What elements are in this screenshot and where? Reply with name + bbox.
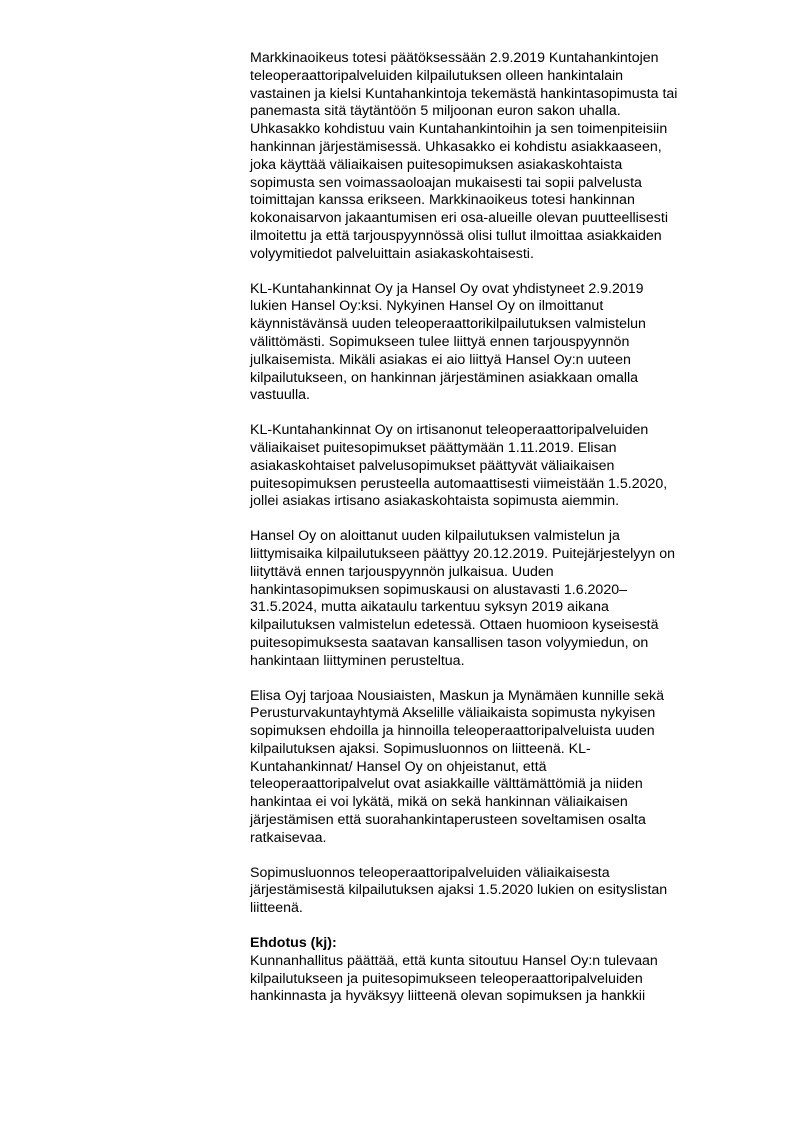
paragraph-market-court-decision xyxy=(250,50,750,264)
text-line: kilpailutukseen, on hankinnan järjestäminen asiakkaan omalla xyxy=(250,369,639,386)
text-line: kilpailutuksen ajaksi. Sopimusluonnos on liitteenä. KL- xyxy=(250,740,591,757)
text-line: lukien Hansel Oy:ksi. Nykyinen Hansel Oy on ilmoittanut xyxy=(250,298,604,315)
text-line: Sopimusluonnos teleoperaattoripalveluiden väliaikaisesta xyxy=(250,864,610,881)
text-line: vastuulla. xyxy=(250,387,310,404)
text-line: toimittajan kanssa erikseen. Markkinaoikeus totesi hankinnan xyxy=(250,192,635,209)
text-line: liityttävä ennen tarjouspyynnön julkaisua. Uuden xyxy=(250,563,554,580)
text-line: Uhkasakko kohdistuu vain Kuntahankintoihin ja sen toimenpiteisiin xyxy=(250,121,668,138)
text-line: puitesopimuksen perusteella automaattisesti viimeistään 1.5.2020, xyxy=(250,475,668,492)
text-line: hankintasopimuksen sopimuskausi on alustavasti 1.6.2020– xyxy=(250,581,627,598)
text-line: Markkinaoikeus totesi päätöksessään 2.9.2019 Kuntahankintojen xyxy=(250,50,659,66)
proposal-heading: Ehdotus (kj): xyxy=(250,935,337,952)
text-line: KL-Kuntahankinnat Oy ja Hansel Oy ovat yhdistyneet 2.9.2019 xyxy=(250,280,644,297)
text-line: Kuntahankinnat/ Hansel Oy on ohjeistanut, että xyxy=(250,758,547,775)
text-line: sopimuksen ehdoilla ja hinnoilla teleoperaattoripalveluista uuden xyxy=(250,723,655,740)
text-line: käynnistävänsä uuden teleoperaattorikilpailutuksen valmistelun xyxy=(250,316,646,333)
text-line: ratkaisevaa. xyxy=(250,829,327,846)
text-line: kokonaisarvon jakaantumisen eri osa-alueille olevan puutteellisesti xyxy=(250,210,668,227)
text-line: puitesopimuksesta saatavan kansallisen tason volyymiedun, on xyxy=(250,634,649,651)
proposal-section xyxy=(250,935,750,1006)
text-line: välittömästi. Sopimukseen tulee liittyä ennen tarjouspyynnön xyxy=(250,333,630,350)
text-line: KL-Kuntahankinnat Oy on irtisanonut teleoperaattoripalveluiden xyxy=(250,422,649,439)
text-line: väliaikaiset puitesopimukset päättymään 1.11.2019. Elisan xyxy=(250,439,617,456)
paragraph-termination xyxy=(250,422,750,511)
text-line: teleoperaattoripalvelut ovat asiakkaille välttämättömiä ja niiden xyxy=(250,776,643,793)
text-line: vastainen ja kielsi Kuntahankintoja tekemästä hankintasopimusta tai xyxy=(250,85,678,102)
text-line: teleoperaattoripalveluiden kilpailutuksen olleen hankintalain xyxy=(250,67,624,84)
text-line: liittymisaika kilpailutukseen päättyy 20.12.2019. Puitejärjestelyyn on xyxy=(250,545,676,562)
text-line: järjestämisen että suorahankintaperusteen soveltamisen osalta xyxy=(250,812,646,829)
text-line: hankinnasta ja hyväksyy liitteenä olevan sopimuksen ja hankkii xyxy=(250,988,646,1005)
document-body xyxy=(250,50,750,1023)
text-line: Hansel Oy on aloittanut uuden kilpailutuksen valmistelun ja xyxy=(250,528,620,545)
text-line: Kunnanhallitus päättää, että kunta sitoutuu Hansel Oy:n tulevaan xyxy=(250,952,658,969)
text-line: kilpailutukseen ja puitesopimukseen teleoperaattoripalveluiden xyxy=(250,970,643,987)
paragraph-draft-agreement xyxy=(250,865,750,918)
text-line: hankinnan järjestämisessä. Uhkasakko ei kohdistu asiakkaaseen, xyxy=(250,138,662,155)
paragraph-elisa-offer xyxy=(250,688,750,848)
paragraph-new-tender xyxy=(250,528,750,670)
text-line: panemasta sitä täytäntöön 5 miljoonan euron sakon uhalla. xyxy=(250,103,621,120)
text-line: hankintaa ei voi lykätä, mikä on sekä hankinnan väliaikaisen xyxy=(250,794,628,811)
text-line: sopimusta sen voimassaoloajan mukaisesti tai sopii palvelusta xyxy=(250,174,642,191)
text-line: jollei asiakas irtisano asiakaskohtaista sopimusta aiemmin. xyxy=(250,493,620,510)
text-line: Perusturvakuntayhtymä Akselille väliaikaista sopimusta nykyisen xyxy=(250,705,656,722)
paragraph-merger xyxy=(250,281,750,406)
text-line: ilmoitettu ja että tarjouspyynnössä olisi tullut ilmoittaa asiakkaiden xyxy=(250,227,662,244)
text-line: kilpailutuksen valmistelun edetessä. Ottaen huomioon kyseisestä xyxy=(250,617,659,634)
text-line: volyymitiedot palveluittain asiakaskohtaisesti. xyxy=(250,245,534,262)
text-line: järjestämisestä kilpailutuksen ajaksi 1.5.2020 lukien on esityslistan xyxy=(250,882,668,899)
text-line: asiakaskohtaiset palvelusopimukset päättyvät väliaikaisen xyxy=(250,457,615,474)
text-line: liitteenä. xyxy=(250,900,303,917)
text-line: 31.5.2024, mutta aikataulu tarkentuu syksyn 2019 aikana xyxy=(250,599,609,616)
text-line: Elisa Oyj tarjoaa Nousiaisten, Maskun ja Mynämäen kunnille sekä xyxy=(250,687,665,704)
text-line: hankintaan liittyminen perusteltua. xyxy=(250,652,465,669)
text-line: julkaisemista. Mikäli asiakas ei aio liittyä Hansel Oy:n uuteen xyxy=(250,351,631,368)
text-line: joka käyttää väliaikaisen puitesopimuksen asiakaskohtaista xyxy=(250,156,623,173)
